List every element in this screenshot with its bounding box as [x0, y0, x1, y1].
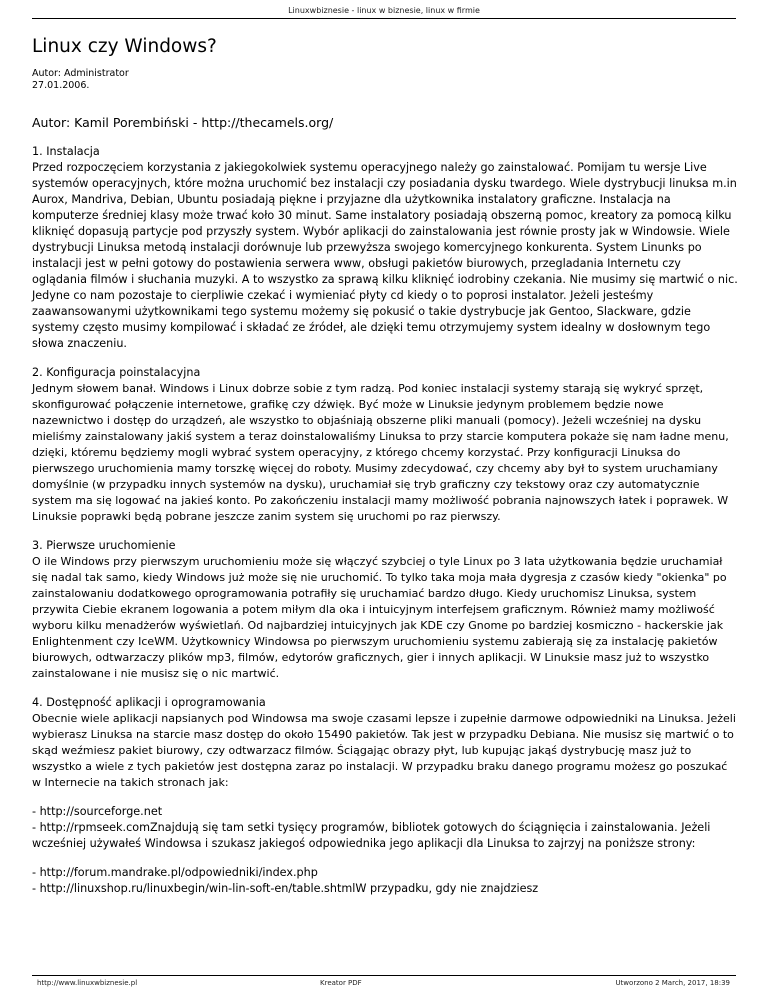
links-block — [32, 804, 738, 852]
section-heading: 2. Konfiguracja poinstalacyjna — [32, 366, 201, 379]
section-body: Przed rozpoczęciem korzystania z jakiegokolwiek systemu operacyjnego należy go zainstalować. Pomijam tu wersje Live systemów operacyjnych, które można uruchomić bez instalacji czy posiadania dysku twardego. Wiele dystrybucji linuksa m.in Aurox, Mandriva, Debian, Ubuntu posiadają piękne i przyjazne dla użytkownika instalatory graficzne. Instalacja na komputerze średniej klasy może trwać koło 30 minut. Same instalatory posiadają obszerną pomoc, kreatory za pomocą kilku kliknięć dopasują partycje pod przyszły system. Wybór aplikacji do zainstalowania jest równie prosty jak w Windowsie. Wiele dystrybucji Linuksa metodą instalacji dorównuje lub przewyższa swojego komercyjnego konkurenta. System Linunks po instalacji jest w pełni gotowy do postawienia serwera www, obsługi pakietów biurowych, przegladania Internetu czy oglądania filmów i słuchania muzyki. A to wszystko za sprawą kilku kliknięć iodrobiny czekania. Nie musimy się martwić o nic. Jedyne co nam pozostaje to cierpliwie czekać i wymieniać płyty cd kiedy o to poprosi instalator. Jeżeli jesteśmy zaawansowanymi użytkownikami tego systemu możemy się pokusić o takie dystrybucje jak Gentoo, Slackware, gdzie systemy często musimy kompilować i składać ze źródeł, ale dzięki temu otrzymujemy system idealny w dosłownym tego słowa znaczeniu. — [32, 161, 738, 350]
link-line[interactable]: - http://forum.mandrake.pl/odpowiedniki/index.php — [32, 866, 318, 879]
section-heading: 4. Dostępność aplikacji i oprogramowania — [32, 696, 266, 709]
header-divider — [32, 18, 736, 19]
page-footer — [32, 975, 736, 990]
link-line[interactable]: - http://sourceforge.net — [32, 805, 163, 818]
section-installation — [32, 144, 738, 352]
article-title: Linux czy Windows? — [32, 36, 217, 57]
author-meta: Autor: Administrator — [32, 68, 129, 79]
publish-date: 27.01.2006. — [32, 80, 90, 91]
page-header: Linuxwbiznesie - linux w biznesie, linux w firmie — [288, 6, 480, 15]
section-body: Jednym słowem banał. Windows i Linux dobrze sobie z tym radzą. Pod koniec instalacji systemy starają się wykryć sprzęt, skonfigurować połączenie internetowe, grafikę czy dźwięk. Być może w Linuksie jedynym problemem będzie nowe nazewnictwo i dostęp do urządzeń, ale wszystko to objaśniają obszerne pliki manuali (pomocy). Jeżeli wcześniej na dysku mieliśmy zainstalowany jakiś system a teraz doinstalowaliśmy Linuksa to przy starcie komputera pokaże się nam ładne menu, dzięki, któremu będziemy mogli wybrać system operacyjny, z którego chcemy korzystać. Przy konfiguracji Linuksa do pierwszego uruchomienia mamy torszkę więcej do roboty. Musimy zdecydować, czy chcemy aby był to system uruchamiany domyślnie (w przypadku innych systemów na dysku), uruchamiał się tryb graficzny czy tekstowy oraz czy automatycznie system ma się logować na jakieś konto. Po zakończeniu instalacji mamy możliwość pobrania najnowszych łatek i poprawek. W Linuksie poprawki będą pobrane jeszcze zanim system się uruchomi po raz pierwszy. — [32, 382, 729, 523]
link-line[interactable]: - http://linuxshop.ru/linuxbegin/win-lin-soft-en/table.shtmlW przypadku, gdy nie znajdziesz — [32, 882, 539, 895]
footer-created: Utworzono 2 March, 2017, 18:39 — [615, 979, 730, 987]
section-heading: 3. Pierwsze uruchomienie — [32, 539, 176, 552]
section-software-availability — [32, 695, 738, 791]
author-line: Autor: Kamil Porembiński - http://thecamels.org/ — [32, 115, 334, 130]
link-line[interactable]: - http://rpmseek.comZnajdują się tam setki tysięcy programów, bibliotek gotowych do ściągnięcia i zainstalowania. Jeżeli wcześniej używałeś Windowsa i szukasz jakiegoś odpowiednika jego aplikacji dla Linuksa to zajrzyj na poniższe strony: — [32, 821, 711, 850]
footer-generator: Kreator PDF — [320, 979, 362, 987]
section-configuration — [32, 365, 738, 525]
links-block — [32, 865, 738, 897]
section-body: Obecnie wiele aplikacji napsianych pod Windowsa ma swoje czasami lepsze i zupełnie darmowe odpowiedniki na Linuksa. Jeżeli wybierasz Linuksa na starcie masz dostęp do około 15490 pakietów. Tak jest w przypadku Debiana. Nie musisz się martwić o to skąd weźmiesz pakiet biurowy, czy odtwarzacz filmów. Ściągając obrazy płyt, lub kupując jakąś dystrybucję masz już to wszystko a wiele z tych pakietów jest dostępna zaraz po instalacji. W przypadku braku danego programu możesz go poszukać w Internecie na takich stronach jak: — [32, 712, 736, 789]
section-body: O ile Windows przy pierwszym uruchomieniu może się włączyć szybciej o tyle Linux po 3 lata użytkowania będzie uruchamiał się nadal tak samo, kiedy Windows już może się nie uruchomić. To tylko taka moja mała dygresja z czasów kiedy "okienka" po zainstalowaniu dodatkowego oprogramowania potrafiły się uruchamiać bardzo długo. Kiedy uruchomisz Linuksa, system przywita Ciebie ekranem logowania a potem miłym dla oka i intuicyjnym interfejsem graficznym. Również mamy możliwość wyboru kilku menadżerów wyświetlań. Od najbardziej intuicyjnych jak KDE czy Gnome po bardziej kosmiczno - hackerskie jak Enlightenment czy IceWM. Użytkownicy Windowsa po pierwszym uruchomieniu systemu zabierają się za instalację pakietów biurowych, odtwarzaczy plików mp3, filmów, edytorów graficznych, gier i innych aplikacji. W Linuksie masz już to wszystko zainstalowane i nie musisz się o nic martwić. — [32, 555, 727, 680]
section-heading: 1. Instalacja — [32, 145, 100, 158]
article — [32, 32, 738, 910]
footer-url[interactable]: http://www.linuxwbiznesie.pl — [37, 979, 138, 987]
section-first-boot — [32, 538, 738, 682]
